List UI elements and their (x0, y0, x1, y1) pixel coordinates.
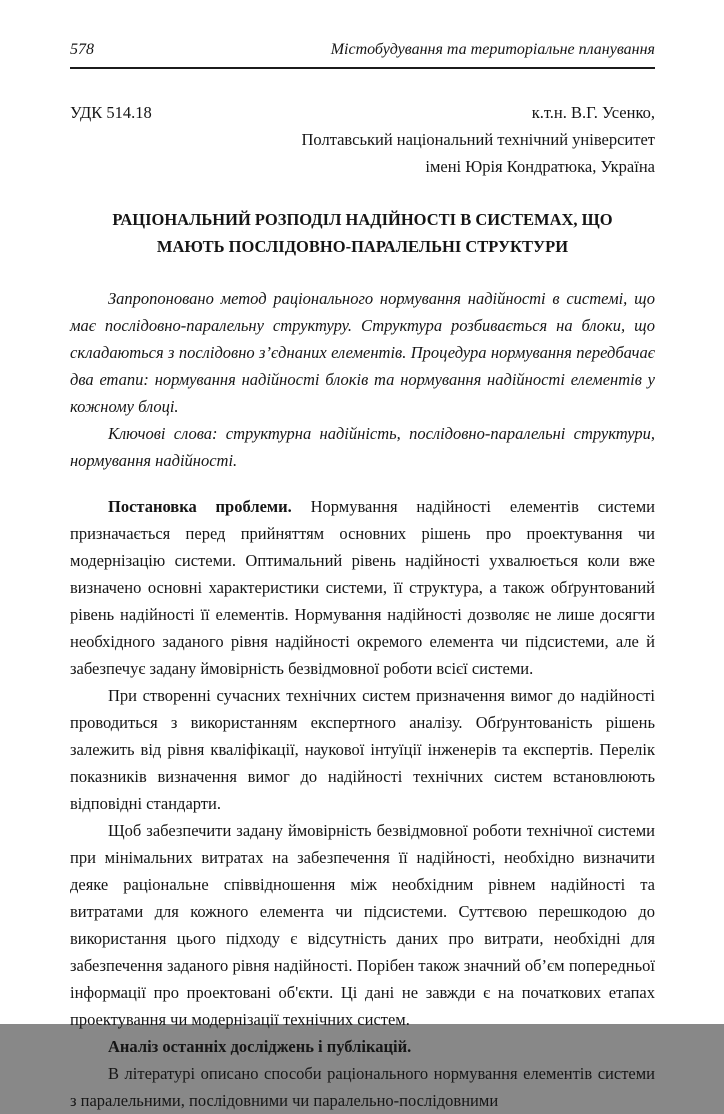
paragraph-text: Нормування надійності елементів системи призначається перед прийняттям основних рішень про проектування чи модернізацію системи. Оптимальний рівень надійності ухвалюється коли вже визначено основні характеристики системи, її структура, а також обґрунтований рівень надійності її елементів. Нормування надійності дозволяє не лише досягти необхідного заданого рівня надійності окремого елемента чи підсистеми, але й забезпечує задану ймовірність безвідмовної роботи всієї системи. (70, 497, 656, 678)
article-keywords: Ключові слова: структурна надійність, послідовно-паралельні структури, нормування надійності. (70, 424, 655, 470)
paragraph-expert-analysis (70, 682, 655, 817)
paragraph-text: Щоб забезпечити задану ймовірність безвідмовної роботи технічної системи при мінімальних витратах на забезпечення її надійності, необхідно визначити деяке раціональне співвідношення між необхідним рівнем надійності та витратами для кожного елемента чи підсистеми. Суттєвою перешкодою до використання цього підходу є відсутність даних про витрати, необхідні для забезпечення заданого рівня надійності. Порібен також значний об’єм попередньої інформації про проектовані об'єкти. Ці дані не завжди є на початкових етапах проектування чи модернізації технічних систем. (70, 821, 655, 1029)
paragraph-text: В літературі описано способи раціонального нормування елементів системи з паралельними, послідовними чи паралельно-послідовними (70, 1064, 655, 1110)
paragraph-cost-ratio (70, 817, 655, 1033)
running-header (70, 36, 655, 69)
paragraph-problem-statement (70, 493, 655, 682)
udc-code: УДК 514.18 (70, 103, 152, 122)
article-title: РАЦІОНАЛЬНИЙ РОЗПОДІЛ НАДІЙНОСТІ В СИСТЕМАХ, ЩО МАЮТЬ ПОСЛІДОВНО-ПАРАЛЕЛЬНІ СТРУКТУРИ (112, 210, 613, 256)
paragraph-text: При створенні сучасних технічних систем призначення вимог до надійності проводиться з використанням експертного аналізу. Обґрунтованість рішень залежить від рівня кваліфікації, наукової інтуїції інженерів та експертів. Перелік показників визначення вимог до надійності технічних систем встановлюють відповідні стандарти. (70, 686, 655, 813)
page-number: 578 (70, 41, 94, 58)
paragraph-lead: Постановка проблеми. (108, 497, 292, 516)
section-heading-analysis (70, 1033, 655, 1060)
meta-block (70, 99, 655, 180)
author-name: к.т.н. В.Г. Усенко, (531, 103, 655, 122)
journal-title: Містобудування та територіальне планування (330, 41, 655, 58)
affiliation-line-2: імені Юрія Кондратюка, Україна (425, 157, 655, 176)
meta-row (70, 99, 655, 126)
paragraph-literature (70, 1060, 655, 1114)
article-abstract: Запропоновано метод раціонального нормування надійності в системі, що має послідовно-паралельну структуру. Структура розбивається на блоки, що складаються з послідовно з’єднаних елементів. Процедура нормування передбачає два етапи: нормування надійності блоків та нормування надійності елементів у кожному блоці. (70, 289, 655, 416)
affiliation-line-1: Полтавський національний технічний університет (301, 130, 655, 149)
section-heading-text: Аналіз останніх досліджень і публікацій. (108, 1037, 412, 1056)
